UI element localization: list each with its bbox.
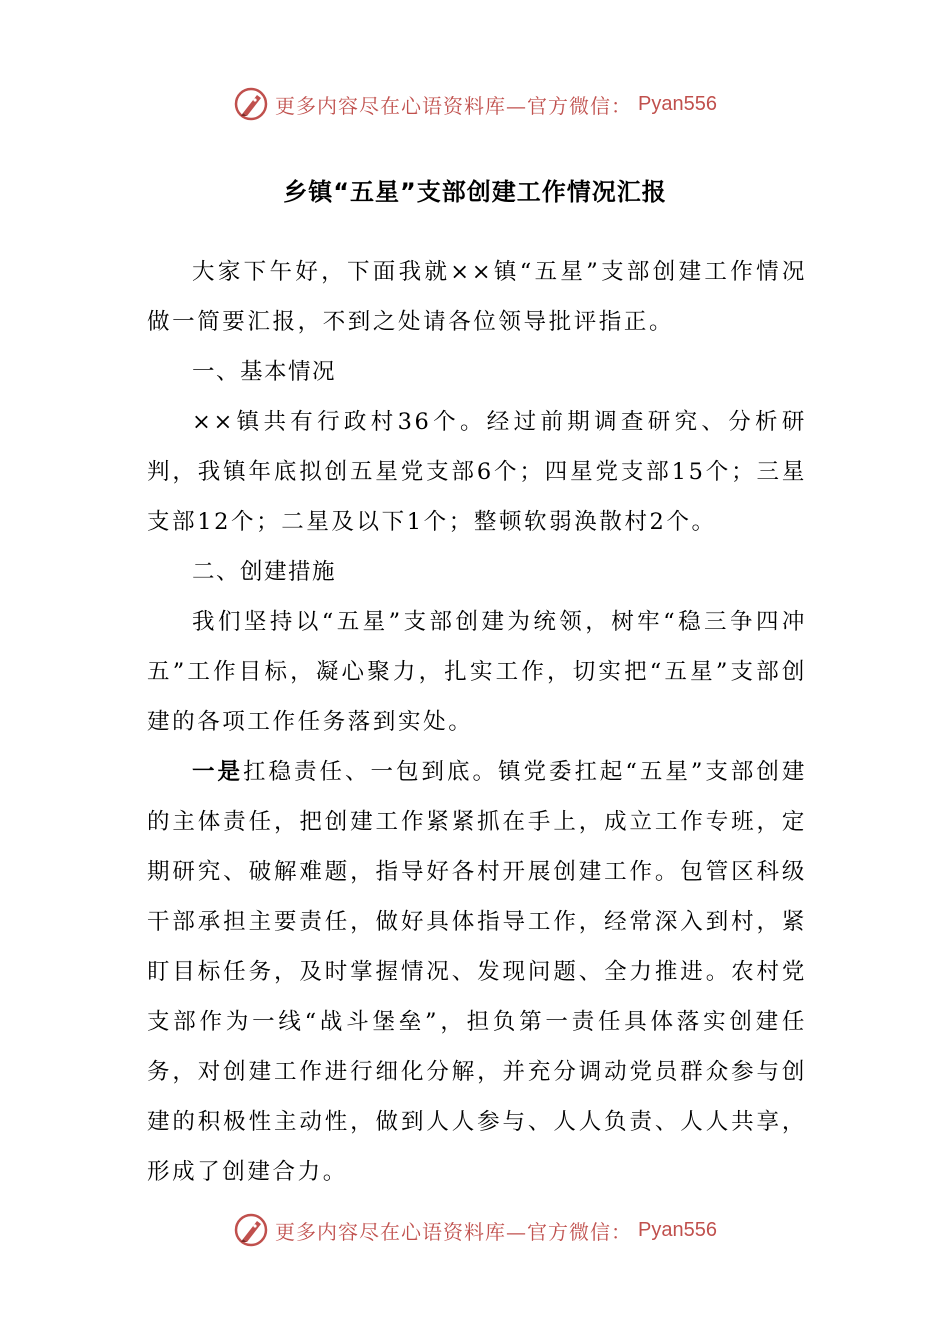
pen-nib-icon bbox=[233, 1212, 269, 1248]
measure-one-body: 扛稳责任、一包到底。镇党委扛起“五星”支部创建的主体责任，把创建工作紧紧抓在手上，成立工作专班，定期研究、破解难题，指导好各村开展创建工作。包管区科级干部承担主要责任，做好具体指导工作，经常深入到村，紧盯目标任务，及时掌握情况、发现问题、全力推进。农村党支部作为一线“战斗堡垒”，担负第一责任具体落实创建任务，对创建工作进行细化分解，并充分调动党员群众参与创建的积极性主动性，做到人人参与、人人负责、人人共享，形成了创建合力。 bbox=[147, 759, 808, 1185]
watermark-text: 更多内容尽在心语资料库—官方微信： bbox=[275, 93, 633, 118]
watermark-header bbox=[0, 82, 950, 126]
watermark-footer bbox=[0, 1208, 950, 1252]
basic-situation-paragraph: ××镇共有行政村36个。经过前期调查研究、分析研判，我镇年底拟创五星党支部6个；四星党支部15个；三星支部12个；二星及以下1个；整顿软弱涣散村2个。 bbox=[147, 409, 807, 535]
measure-one-lead: 一是 bbox=[192, 759, 243, 785]
document-body bbox=[147, 247, 807, 1197]
watermark-text: 更多内容尽在心语资料库—官方微信： bbox=[275, 1219, 633, 1244]
watermark-wechat-id: Pyan556 bbox=[638, 1218, 717, 1241]
section-heading-measures: 二、创建措施 bbox=[192, 559, 337, 585]
section-heading-basic-situation: 一、基本情况 bbox=[192, 359, 337, 385]
pen-nib-icon bbox=[233, 86, 269, 122]
measures-paragraph: 我们坚持以“五星”支部创建为统领，树牢“稳三争四冲五”工作目标，凝心聚力，扎实工作，切实把“五星”支部创建的各项工作任务落到实处。 bbox=[147, 609, 807, 735]
intro-paragraph: 大家下午好，下面我就××镇“五星”支部创建工作情况做一简要汇报，不到之处请各位领导批评指正。 bbox=[147, 259, 807, 335]
measure-one-paragraph bbox=[147, 747, 807, 1197]
document-title: 乡镇“五星”支部创建工作情况汇报 bbox=[283, 178, 667, 206]
watermark-wechat-id: Pyan556 bbox=[638, 92, 717, 115]
